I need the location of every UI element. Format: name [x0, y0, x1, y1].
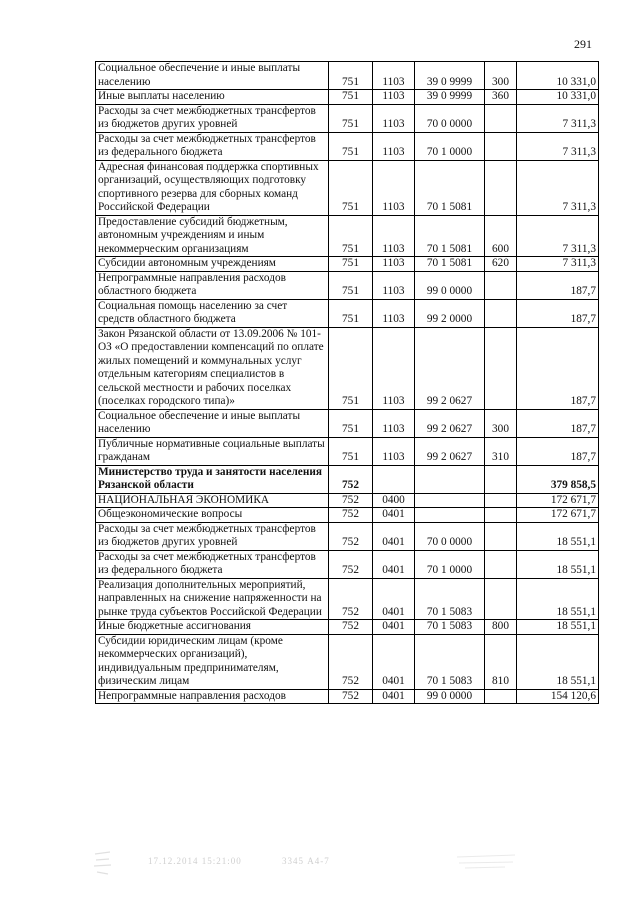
row-name: Субсидии юридическим лицам (кроме некоммерческих организаций), индивидуальным предпринимателям, физическим лицам — [96, 634, 329, 689]
row-name: Общеэкономические вопросы — [96, 508, 329, 523]
scan-artifact-stamp — [455, 852, 520, 870]
row-name: Расходы за счет межбюджетных трансфертов из бюджетов других уровней — [96, 522, 329, 550]
table-row — [96, 90, 599, 105]
row-amount: 18 551,1 — [517, 550, 599, 578]
row-ministry-code: 752 — [329, 508, 373, 523]
row-name: Социальная помощь населению за счет средств областного бюджета — [96, 299, 329, 327]
row-section-code: 0401 — [373, 522, 415, 550]
row-name: НАЦИОНАЛЬНАЯ ЭКОНОМИКА — [96, 493, 329, 508]
row-amount: 18 551,1 — [517, 522, 599, 550]
row-ministry-code: 751 — [329, 271, 373, 299]
row-expense-type-code: 600 — [485, 215, 517, 257]
row-target-code: 70 1 5083 — [415, 634, 485, 689]
row-section-code: 1103 — [373, 90, 415, 105]
table-row — [96, 62, 599, 90]
row-ministry-code: 751 — [329, 409, 373, 437]
row-expense-type-code: 300 — [485, 409, 517, 437]
row-target-code: 70 1 5081 — [415, 215, 485, 257]
row-amount: 187,7 — [517, 271, 599, 299]
table-row — [96, 215, 599, 257]
row-name: Публичные нормативные социальные выплаты гражданам — [96, 437, 329, 465]
row-name: Расходы за счет межбюджетных трансфертов из федерального бюджета — [96, 550, 329, 578]
row-ministry-code: 751 — [329, 327, 373, 409]
row-expense-type-code — [485, 550, 517, 578]
table-row — [96, 271, 599, 299]
row-ministry-code: 751 — [329, 62, 373, 90]
row-section-code: 1103 — [373, 257, 415, 272]
row-amount: 18 551,1 — [517, 578, 599, 620]
row-ministry-code: 752 — [329, 550, 373, 578]
row-amount: 10 331,0 — [517, 62, 599, 90]
row-expense-type-code — [485, 465, 517, 493]
row-target-code: 99 2 0627 — [415, 327, 485, 409]
row-ministry-code: 752 — [329, 689, 373, 704]
row-section-code — [373, 465, 415, 493]
table-row — [96, 437, 599, 465]
row-expense-type-code — [485, 689, 517, 704]
row-amount: 187,7 — [517, 327, 599, 409]
row-target-code: 70 1 5081 — [415, 257, 485, 272]
row-ministry-code: 751 — [329, 104, 373, 132]
row-ministry-code: 751 — [329, 215, 373, 257]
row-amount: 7 311,3 — [517, 104, 599, 132]
row-amount: 7 311,3 — [517, 132, 599, 160]
row-target-code: 70 1 0000 — [415, 550, 485, 578]
row-target-code: 70 0 0000 — [415, 522, 485, 550]
row-ministry-code: 751 — [329, 90, 373, 105]
row-amount: 154 120,6 — [517, 689, 599, 704]
row-section-code: 0401 — [373, 689, 415, 704]
row-name: Предоставление субсидий бюджетным, автономным учреждениям и иным некоммерческим организациям — [96, 215, 329, 257]
row-target-code: 99 2 0627 — [415, 437, 485, 465]
row-section-code: 0401 — [373, 550, 415, 578]
table-row — [96, 508, 599, 523]
row-expense-type-code: 360 — [485, 90, 517, 105]
row-target-code: 70 0 0000 — [415, 104, 485, 132]
row-ministry-code: 752 — [329, 493, 373, 508]
row-expense-type-code: 300 — [485, 62, 517, 90]
row-amount: 187,7 — [517, 437, 599, 465]
row-section-code: 0401 — [373, 508, 415, 523]
table-row — [96, 578, 599, 620]
row-target-code: 70 1 0000 — [415, 132, 485, 160]
row-name: Социальное обеспечение и иные выплаты населению — [96, 409, 329, 437]
row-expense-type-code — [485, 299, 517, 327]
row-target-code: 70 1 5081 — [415, 160, 485, 215]
table-row — [96, 409, 599, 437]
row-ministry-code: 751 — [329, 299, 373, 327]
row-name: Закон Рязанской области от 13.09.2006 № 101-ОЗ «О предоставлении компенсаций по оплате жилых помещений и коммунальных услуг отдельным категориям специалистов в сельской местности и рабочих поселках (поселках городского типа)» — [96, 327, 329, 409]
row-amount: 187,7 — [517, 409, 599, 437]
row-section-code: 1103 — [373, 437, 415, 465]
row-amount: 18 551,1 — [517, 634, 599, 689]
row-amount: 18 551,1 — [517, 620, 599, 635]
row-name: Расходы за счет межбюджетных трансфертов из федерального бюджета — [96, 132, 329, 160]
row-ministry-code: 752 — [329, 465, 373, 493]
scan-artifact-mark — [92, 850, 114, 878]
row-expense-type-code — [485, 271, 517, 299]
row-name: Министерство труда и занятости населения Рязанской области — [96, 465, 329, 493]
row-amount: 7 311,3 — [517, 160, 599, 215]
row-section-code: 0401 — [373, 578, 415, 620]
row-target-code: 70 1 5083 — [415, 620, 485, 635]
row-section-code: 0400 — [373, 493, 415, 508]
row-section-code: 1103 — [373, 62, 415, 90]
row-name: Непрограммные направления расходов — [96, 689, 329, 704]
row-target-code: 99 2 0000 — [415, 299, 485, 327]
row-target-code: 99 0 0000 — [415, 689, 485, 704]
row-expense-type-code — [485, 508, 517, 523]
budget-table-body — [96, 62, 599, 704]
row-name: Иные бюджетные ассигнования — [96, 620, 329, 635]
row-section-code: 1103 — [373, 409, 415, 437]
row-name: Расходы за счет межбюджетных трансфертов из бюджетов других уровней — [96, 104, 329, 132]
row-amount: 10 331,0 — [517, 90, 599, 105]
row-name: Субсидии автономным учреждениям — [96, 257, 329, 272]
table-row — [96, 522, 599, 550]
row-amount: 172 671,7 — [517, 508, 599, 523]
page-number: 291 — [574, 37, 592, 51]
row-name: Адресная финансовая поддержка спортивных организаций, осуществляющих подготовку спортивного резерва для сборных команд Российской Федерации — [96, 160, 329, 215]
row-target-code — [415, 465, 485, 493]
row-expense-type-code: 620 — [485, 257, 517, 272]
table-row — [96, 299, 599, 327]
row-target-code: 70 1 5083 — [415, 578, 485, 620]
row-ministry-code: 752 — [329, 634, 373, 689]
table-row — [96, 104, 599, 132]
row-section-code: 1103 — [373, 215, 415, 257]
row-amount: 7 311,3 — [517, 257, 599, 272]
row-name: Иные выплаты населению — [96, 90, 329, 105]
footer-code: 3345 А4-7 — [282, 856, 330, 866]
row-expense-type-code — [485, 327, 517, 409]
row-ministry-code: 751 — [329, 437, 373, 465]
row-ministry-code: 752 — [329, 620, 373, 635]
table-row — [96, 550, 599, 578]
row-ministry-code: 751 — [329, 132, 373, 160]
row-section-code: 1103 — [373, 271, 415, 299]
row-ministry-code: 751 — [329, 160, 373, 215]
row-expense-type-code — [485, 132, 517, 160]
row-name: Непрограммные направления расходов областного бюджета — [96, 271, 329, 299]
row-target-code — [415, 493, 485, 508]
row-section-code: 1103 — [373, 160, 415, 215]
row-name: Социальное обеспечение и иные выплаты населению — [96, 62, 329, 90]
row-section-code: 0401 — [373, 620, 415, 635]
table-row — [96, 634, 599, 689]
row-expense-type-code — [485, 493, 517, 508]
row-amount: 7 311,3 — [517, 215, 599, 257]
row-target-code: 39 0 9999 — [415, 62, 485, 90]
row-target-code: 39 0 9999 — [415, 90, 485, 105]
table-row — [96, 465, 599, 493]
row-section-code: 0401 — [373, 634, 415, 689]
row-expense-type-code: 310 — [485, 437, 517, 465]
row-section-code: 1103 — [373, 132, 415, 160]
footer-timestamp: 17.12.2014 15:21:00 — [148, 856, 242, 866]
table-row — [96, 132, 599, 160]
row-expense-type-code — [485, 578, 517, 620]
row-ministry-code: 751 — [329, 257, 373, 272]
row-ministry-code: 752 — [329, 522, 373, 550]
row-expense-type-code — [485, 160, 517, 215]
row-expense-type-code — [485, 104, 517, 132]
row-section-code: 1103 — [373, 327, 415, 409]
row-expense-type-code: 800 — [485, 620, 517, 635]
table-row — [96, 493, 599, 508]
table-row — [96, 689, 599, 704]
row-target-code: 99 2 0627 — [415, 409, 485, 437]
row-ministry-code: 752 — [329, 578, 373, 620]
row-amount: 187,7 — [517, 299, 599, 327]
row-section-code: 1103 — [373, 104, 415, 132]
row-name: Реализация дополнительных мероприятий, направленных на снижение напряженности на рынке труда субъектов Российской Федерации — [96, 578, 329, 620]
table-row — [96, 620, 599, 635]
table-row — [96, 257, 599, 272]
row-target-code: 99 0 0000 — [415, 271, 485, 299]
table-row — [96, 327, 599, 409]
table-row — [96, 160, 599, 215]
row-expense-type-code — [485, 522, 517, 550]
row-amount: 379 858,5 — [517, 465, 599, 493]
row-amount: 172 671,7 — [517, 493, 599, 508]
row-expense-type-code: 810 — [485, 634, 517, 689]
budget-table — [95, 61, 599, 704]
row-section-code: 1103 — [373, 299, 415, 327]
row-target-code — [415, 508, 485, 523]
